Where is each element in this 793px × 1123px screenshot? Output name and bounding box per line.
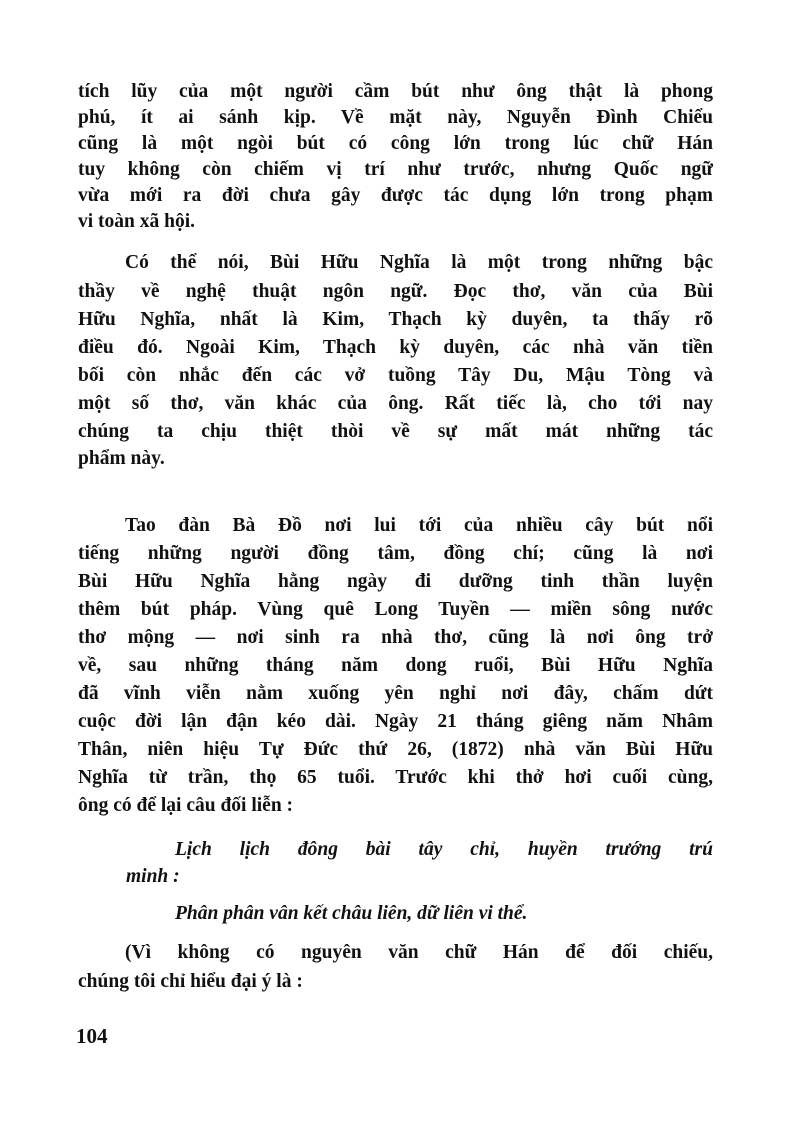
text-line: tích lũy của một người cầm bút như ông thật là phong [78,81,713,102]
verse-line: Phân phân vân kết châu liên, dữ liên vi thể. [175,903,528,924]
text-line: thêm bút pháp. Vùng quê Long Tuyền — miền sông nước [78,599,713,620]
text-line: thơ mộng — nơi sinh ra nhà thơ, cũng là nơi ông trở [78,627,713,648]
text-line: chúng tôi chỉ hiểu đại ý là : [78,971,303,992]
text-line: Có thể nói, Bùi Hữu Nghĩa là một trong những bậc [125,252,713,273]
text-line: Tao đàn Bà Đồ nơi lui tới của nhiều cây bút nổi [125,515,713,536]
text-line: vi toàn xã hội. [78,211,196,232]
text-line: vừa mới ra đời chưa gây được tác dụng lớn trong phạm [78,185,713,206]
verse-line: Lịch lịch đông bài tây chỉ, huyền trướng trú [175,839,713,860]
text-line: điều đó. Ngoài Kim, Thạch kỳ duyên, các nhà văn tiền [78,337,713,358]
text-line: phú, ít ai sánh kịp. Về mặt này, Nguyễn Đình Chiểu [78,107,713,128]
text-line: ông có để lại câu đối liễn : [78,795,294,816]
text-line: về, sau những tháng năm dong ruổi, Bùi Hữu Nghĩa [78,655,713,676]
text-line: (Vì không có nguyên văn chữ Hán để đối chiếu, [125,942,713,963]
text-line: đã vĩnh viễn nằm xuống yên nghỉ nơi đây, chấm dứt [78,683,713,704]
text-line: bối còn nhắc đến các vở tuồng Tây Du, Mậu Tòng và [78,365,713,386]
text-line: chúng ta chịu thiệt thòi về sự mất mát những tác [78,421,713,442]
text-line: phẩm này. [78,448,165,469]
text-line: một số thơ, văn khác của ông. Rất tiếc là, cho tới nay [78,393,713,414]
text-line: thầy về nghệ thuật ngôn ngữ. Đọc thơ, văn của Bùi [78,281,713,302]
text-line: Hữu Nghĩa, nhất là Kim, Thạch kỳ duyên, ta thấy rõ [78,309,713,330]
page-number: 104 [76,1024,108,1048]
text-line: Nghĩa từ trần, thọ 65 tuổi. Trước khi thở hơi cuối cùng, [78,767,713,788]
text-line: tiếng những người đồng tâm, đồng chí; cũng là nơi [78,543,713,564]
text-line: cuộc đời lận đận kéo dài. Ngày 21 tháng giêng năm Nhâm [78,711,713,732]
text-line: Thân, niên hiệu Tự Đức thứ 26, (1872) nhà văn Bùi Hữu [78,739,713,760]
text-line: Bùi Hữu Nghĩa hằng ngày đi dưỡng tinh thần luyện [78,571,713,592]
verse-line: minh : [126,866,180,887]
text-line: cũng là một ngòi bút có công lớn trong lúc chữ Hán [78,133,713,154]
text-line: tuy không còn chiếm vị trí như trước, nhưng Quốc ngữ [78,159,713,180]
